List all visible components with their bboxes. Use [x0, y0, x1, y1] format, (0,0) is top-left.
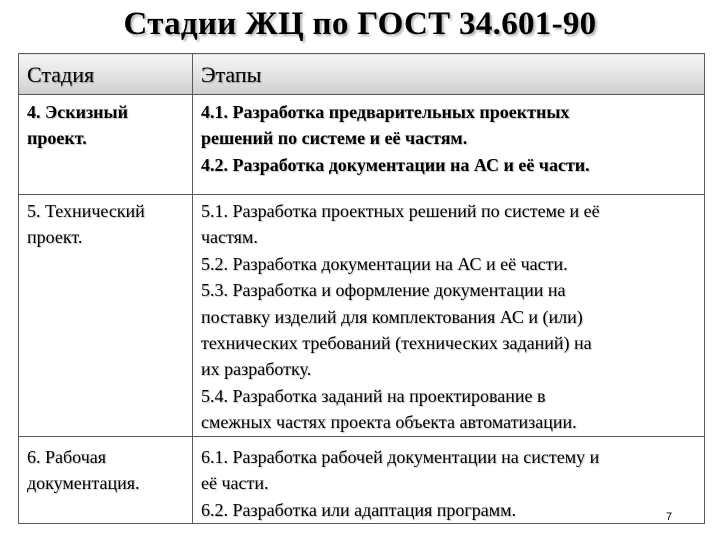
step-line: 4.1. Разработка предварительных проектных: [201, 102, 570, 122]
lifecycle-stages-table: [18, 53, 705, 524]
page-number: 7: [666, 511, 673, 523]
table-header-row: [19, 54, 705, 95]
stage-cell: [19, 95, 193, 195]
stage-line: проект.: [27, 128, 87, 149]
steps-cell: [193, 95, 705, 195]
step-line: 6.1. Разработка рабочей документации на систему и: [201, 447, 600, 467]
step-line: поставку изделий для комплектования АС и (или): [201, 306, 583, 327]
stage-line: 6. Рабочая: [27, 447, 107, 467]
steps-cell: [193, 195, 705, 437]
stage-cell: [19, 195, 193, 437]
step-line: их разработку.: [201, 359, 312, 380]
header-cell-stage: [19, 54, 193, 95]
step-line: частям.: [201, 227, 258, 248]
step-line: смежных частях проекта объекта автоматизации.: [201, 412, 577, 433]
step-line: 5.4. Разработка заданий на проектирование в: [201, 385, 546, 406]
step-line: 5.3. Разработка и оформление документации на: [201, 280, 566, 301]
stage-cell: [19, 437, 193, 524]
header-stage-label: Стадия: [27, 62, 95, 87]
step-line: решений по системе и её частям.: [201, 128, 468, 149]
steps-cell: [193, 437, 705, 524]
table-row: [19, 437, 705, 524]
stage-line: документация.: [27, 473, 140, 494]
header-steps-label: Этапы: [201, 62, 262, 87]
table-row: [19, 195, 705, 437]
step-line: 5.1. Разработка проектных решений по системе и её: [201, 201, 600, 221]
header-cell-steps: [193, 54, 705, 95]
stage-line: 5. Технический: [27, 201, 145, 221]
slide-title: Стадии ЖЦ по ГОСТ 34.601-90: [123, 6, 597, 42]
table-row: [19, 95, 705, 195]
step-line: технических требований (технических заданий) на: [201, 333, 592, 354]
step-line: её части.: [201, 473, 269, 494]
stage-line: 4. Эскизный: [27, 102, 128, 122]
step-line: 4.2. Разработка документации на АС и её части.: [201, 154, 590, 175]
stage-line: проект.: [27, 227, 83, 248]
step-line: 6.2. Разработка или адаптация программ.: [201, 499, 517, 520]
step-line: 5.2. Разработка документации на АС и её части.: [201, 253, 568, 274]
